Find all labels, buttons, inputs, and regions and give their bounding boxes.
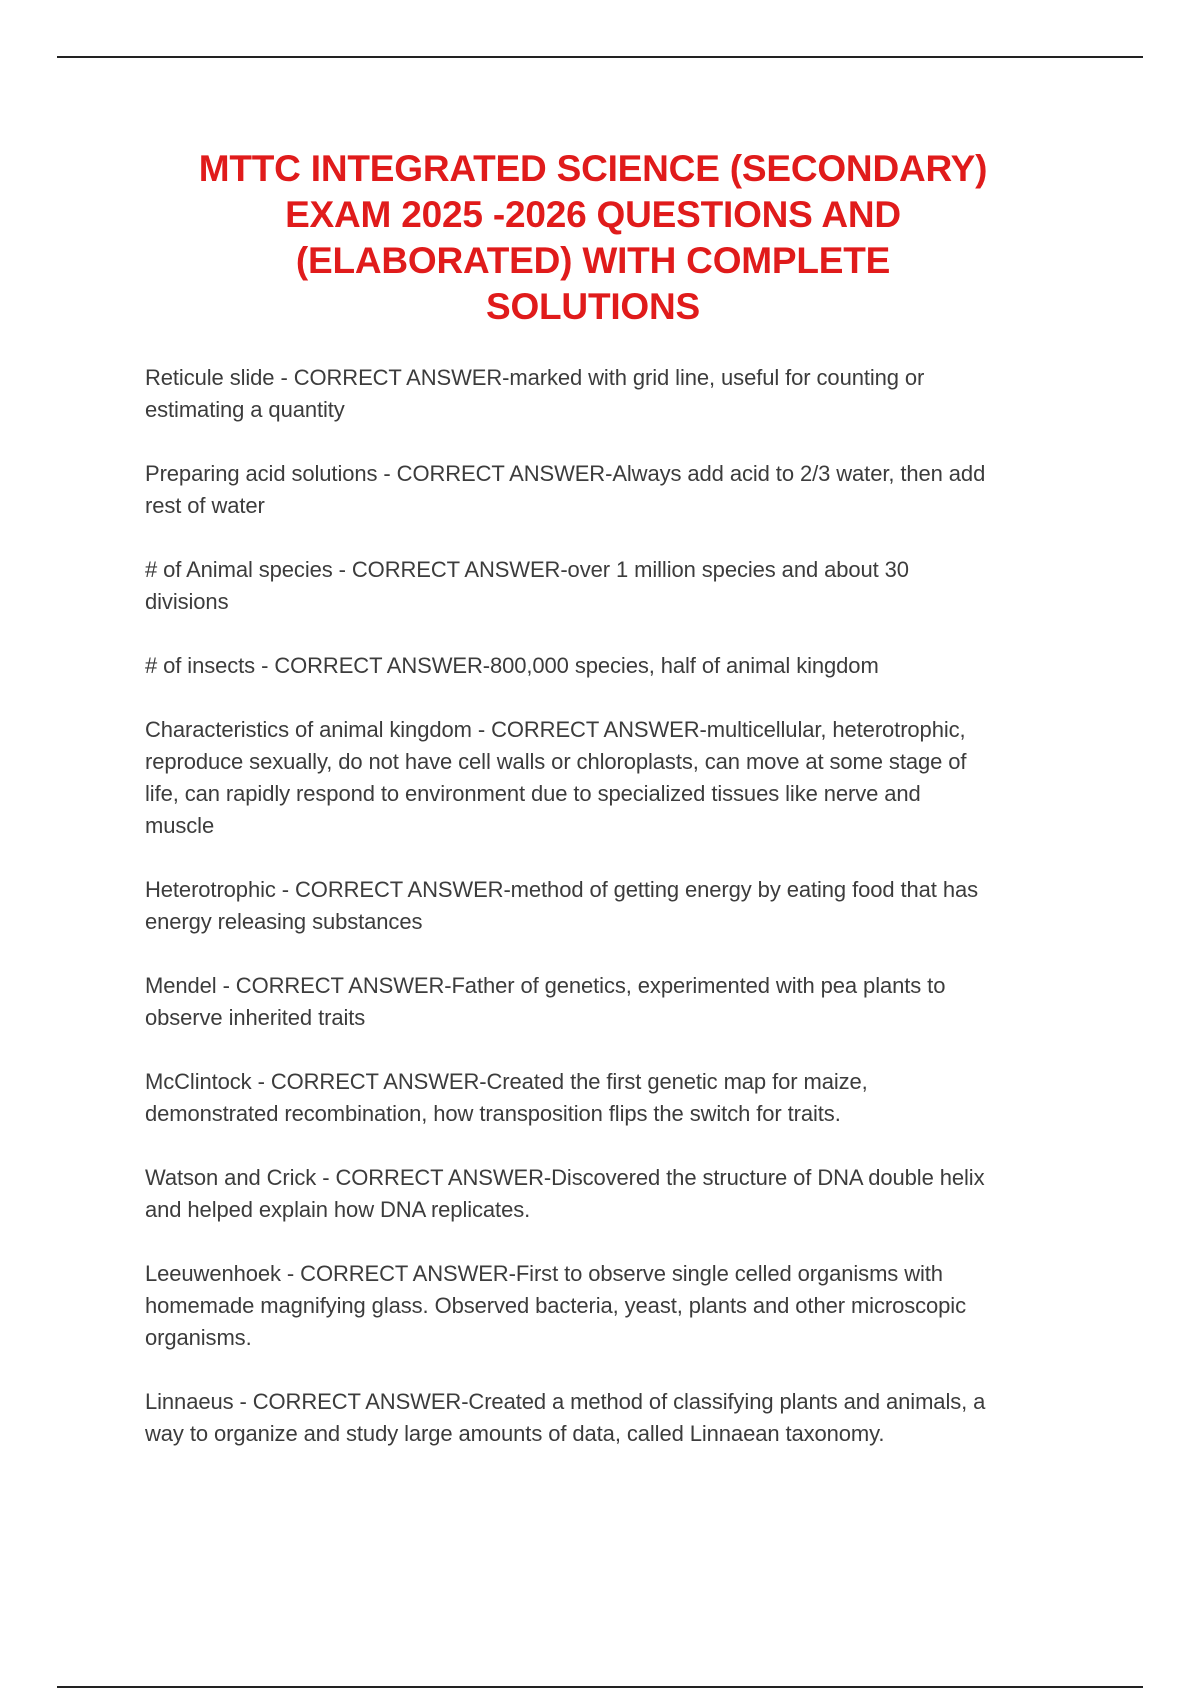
qa-line: Reticule slide - CORRECT ANSWER-marked with grid line, useful for counting or	[145, 365, 925, 390]
qa-line: demonstrated recombination, how transposition flips the switch for traits.	[145, 1101, 841, 1126]
qa-item-animal-species	[145, 554, 1090, 618]
qa-line: Characteristics of animal kingdom - CORRECT ANSWER-multicellular, heterotrophic,	[145, 717, 966, 742]
qa-line: life, can rapidly respond to environment due to specialized tissues like nerve and	[145, 781, 921, 806]
qa-line: # of insects - CORRECT ANSWER-800,000 species, half of animal kingdom	[145, 653, 879, 678]
qa-line: observe inherited traits	[145, 1005, 366, 1030]
title-line: SOLUTIONS	[485, 286, 701, 327]
qa-line: reproduce sexually, do not have cell walls or chloroplasts, can move at some stage of	[145, 749, 967, 774]
qa-line: Heterotrophic - CORRECT ANSWER-method of getting energy by eating food that has	[145, 877, 978, 902]
title-line: MTTC INTEGRATED SCIENCE (SECONDARY)	[198, 148, 988, 189]
bottom-rule	[57, 1686, 1143, 1688]
qa-item-animal-kingdom	[145, 714, 1090, 842]
qa-line: divisions	[145, 589, 229, 614]
qa-item-mcclintock	[145, 1066, 1090, 1130]
qa-item-insects	[145, 650, 1090, 682]
qa-line: Linnaeus - CORRECT ANSWER-Created a method of classifying plants and animals, a	[145, 1389, 986, 1414]
qa-line: homemade magnifying glass. Observed bacteria, yeast, plants and other microscopic	[145, 1293, 966, 1318]
qa-item-reticule-slide	[145, 362, 1090, 426]
title-line: EXAM 2025 -2026 QUESTIONS AND	[285, 194, 901, 235]
qa-line: muscle	[145, 813, 215, 838]
qa-line: energy releasing substances	[145, 909, 423, 934]
qa-item-leeuwenhoek	[145, 1258, 1090, 1354]
qa-line: rest of water	[145, 493, 265, 518]
qa-line: way to organize and study large amounts of data, called Linnaean taxonomy.	[145, 1421, 885, 1446]
qa-item-watson-crick	[145, 1162, 1090, 1226]
qa-item-acid-solutions	[145, 458, 1090, 522]
top-rule	[57, 56, 1143, 58]
qa-item-linnaeus	[145, 1386, 1090, 1450]
qa-line: Watson and Crick - CORRECT ANSWER-Discovered the structure of DNA double helix	[145, 1165, 985, 1190]
qa-line: Leeuwenhoek - CORRECT ANSWER-First to observe single celled organisms with	[145, 1261, 943, 1286]
qa-line: # of Animal species - CORRECT ANSWER-over 1 million species and about 30	[145, 557, 909, 582]
title-line: (ELABORATED) WITH COMPLETE	[295, 240, 891, 281]
qa-item-heterotrophic	[145, 874, 1090, 938]
qa-line: Preparing acid solutions - CORRECT ANSWER-Always add acid to 2/3 water, then add	[145, 461, 986, 486]
qa-line: Mendel - CORRECT ANSWER-Father of genetics, experimented with pea plants to	[145, 973, 946, 998]
qa-line: estimating a quantity	[145, 397, 345, 422]
qa-item-mendel	[145, 970, 1090, 1034]
qa-line: organisms.	[145, 1325, 252, 1350]
qa-list	[145, 362, 1090, 1482]
qa-line: and helped explain how DNA replicates.	[145, 1197, 531, 1222]
qa-line: McClintock - CORRECT ANSWER-Created the first genetic map for maize,	[145, 1069, 868, 1094]
document-title	[120, 146, 1066, 330]
